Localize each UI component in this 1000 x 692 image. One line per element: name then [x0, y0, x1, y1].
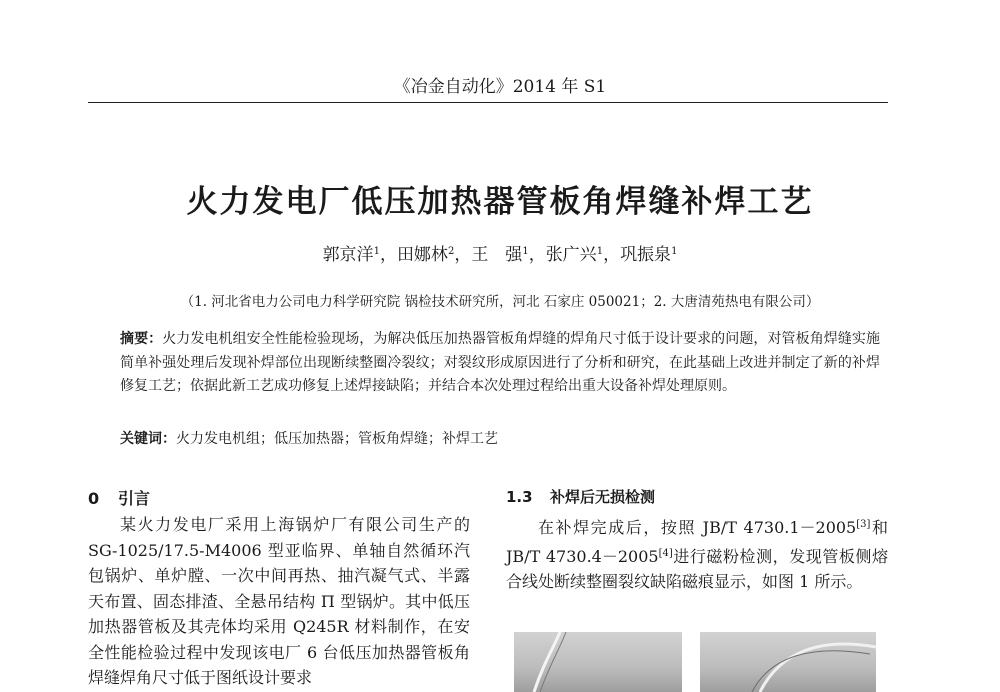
author-affil-mark: 1: [671, 246, 678, 257]
ndt-paragraph: [506, 512, 888, 595]
author-affil-mark: 1: [596, 246, 604, 257]
right-column: [506, 512, 888, 595]
text-run: 和 JB/T 4730.4－2005: [506, 518, 888, 566]
text-run: 进行磁粉检测，发现管板侧熔合线处断续整圈裂纹缺陷磁痕显示，如图 1 所示。: [506, 546, 888, 591]
author-affil-mark: 2: [447, 246, 455, 257]
author-name: 巩振泉: [620, 245, 672, 265]
text-run: 在补焊完成后，按照 JB/T 4730.1－2005: [538, 518, 857, 537]
figure-1-photo-left: [514, 632, 682, 692]
journal-header: 《冶金自动化》2014 年 S1: [393, 77, 607, 97]
citation-ref: [3]: [856, 519, 871, 530]
abstract-text: 火力发电机组安全性能检验现场，为解决低压加热器管板角焊缝的焊角尺寸低于设计要求的问题，对管板角焊缝实施简单补强处理后发现补焊部位出现断续整圈冷裂纹；对裂纹形成原因进行了分析和研究，在此基础上改进并制定了新的补焊修复工艺；依据此新工艺成功修复上述焊接缺陷；并结合本次处理过程给出重大设备补焊处理原则。: [120, 331, 881, 394]
author-name: 田娜林: [396, 245, 448, 265]
subsection-heading: [506, 486, 655, 507]
intro-paragraph: 某火力发电厂采用上海锅炉厂有限公司生产的 SG-1025/17.5-M4006 型亚临界、单轴自然循环汽包锅炉、单炉膛、一次中间再热、抽汽凝气式、半露天布置、固态排渣、全悬吊结构 Π 型锅炉。其中低压加热器管板及其壳体均采用 Q245R 材料制作，在安全性能检验过程中发现该电厂 6 台低压加热器管板角焊缝焊角尺寸低于图纸设计要求: [88, 515, 470, 687]
citation-ref: [4]: [658, 547, 673, 559]
keywords-text: 火力发电机组；低压加热器；管板角焊缝；补焊工艺: [176, 431, 498, 447]
figure-1-photo-right: [700, 632, 876, 692]
keywords-label: 关键词：: [120, 431, 176, 447]
author-affil-mark: 1: [522, 246, 529, 257]
header-rule: [88, 102, 888, 103]
abstract: [120, 328, 880, 399]
affiliation: （1. 河北省电力公司电力科学研究院 锅检技术研究所，河北 石家庄 050021；2. 大唐清苑热电有限公司）: [180, 294, 820, 310]
section-title: 引言: [118, 489, 151, 508]
author-name: 王 强: [471, 245, 523, 265]
subsection-number: 1.3: [506, 488, 533, 506]
left-column: [88, 512, 470, 691]
article-title: 火力发电厂低压加热器管板角焊缝补焊工艺: [186, 184, 814, 220]
author-name: 张广兴: [545, 245, 597, 265]
section-heading: [88, 486, 150, 509]
keywords: [120, 428, 880, 450]
author-list: 郭京洋$^1$，田娜林$^2$，王 强$^1$，张广兴$^1$，巩振泉$^1$: [322, 245, 678, 265]
subsection-title: 补焊后无损检测: [550, 488, 656, 506]
abstract-label: 摘要：: [120, 331, 163, 347]
author-affil-mark: 1: [373, 246, 380, 257]
author-name: 郭京洋: [322, 245, 374, 265]
section-number: 0: [88, 489, 100, 508]
